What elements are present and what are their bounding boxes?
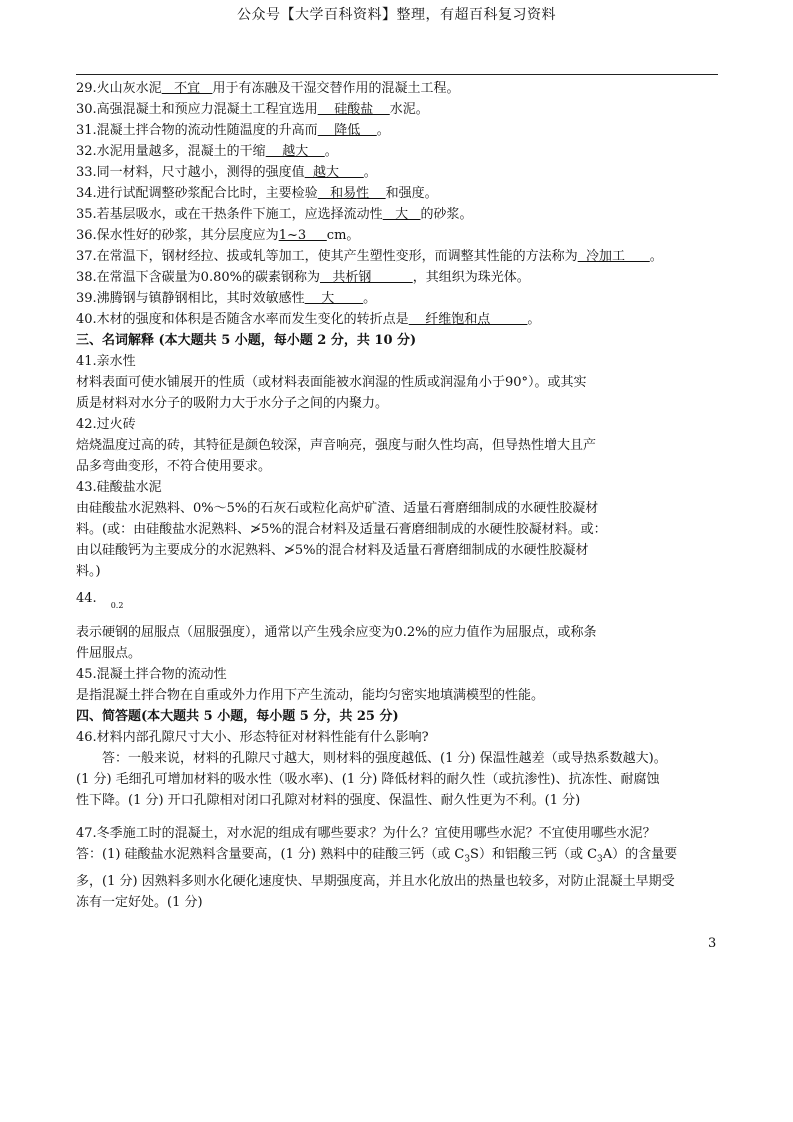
q43-line-3: 由以硅酸钙为主要成分的水泥熟料、≯5%的混合材料及适量石膏磨细制成的水硬性胶凝材 — [76, 543, 589, 558]
fill-text: 37.在常温下，钢材经拉、拔或轧等加工，使其产生塑性变形，而调整其性能的方法称为 — [76, 249, 578, 264]
q44-line-2: 件屈服点。 — [76, 646, 142, 661]
fill-text: 和强度。 — [385, 186, 438, 201]
answer-blank: 和易性 — [317, 186, 386, 201]
q43-line-2: 料。(或：由硅酸盐水泥熟料、≯5%的混合材料及适量石膏磨细制成的水硬性胶凝材料。或： — [76, 522, 607, 537]
answer-blank: 越大 — [265, 144, 325, 159]
fill-text: 的砂浆。 — [420, 207, 473, 222]
fill-item — [76, 162, 726, 183]
fill-text: 29.火山灰水泥 — [76, 81, 162, 96]
fill-text: 32.水泥用量越多，混凝土的干缩 — [76, 144, 266, 159]
q42-title: 42.过火砖 — [76, 417, 136, 432]
q43-line-4: 料。) — [76, 564, 101, 579]
answer-blank: 大 — [382, 207, 421, 222]
q44-title — [76, 588, 726, 616]
fill-item — [76, 141, 726, 162]
fill-in-answers — [76, 78, 726, 330]
q44-number: 44. — [76, 591, 97, 606]
fill-item — [76, 78, 726, 99]
fill-text: ，其组织为珠光体。 — [412, 270, 530, 285]
q42-line-2: 品多弯曲变形，不符合使用要求。 — [76, 459, 272, 474]
q44-line-1: 表示硬钢的屈服点（屈服强度），通常以产生残余应变为0.2%的应力值作为屈服点，或称条 — [76, 625, 597, 640]
page-header: 公众号【大学百科资料】整理，有超百科复习资料 — [237, 7, 556, 23]
q46-title: 46.材料内部孔隙尺寸大小、形态特征对材料性能有什么影响? — [76, 730, 429, 745]
c3-subscript-1: 3 — [464, 854, 471, 865]
section-3-title: 三、名词解释 (本大题共 5 小题，每小题 2 分，共 10 分) — [76, 333, 417, 348]
q43-title: 43.硅酸盐水泥 — [76, 480, 162, 495]
q47-line-1 — [76, 844, 726, 871]
fill-text: 。 — [649, 249, 663, 264]
q47-line-1-part-c: A）的含量要 — [602, 847, 678, 862]
fill-text: 用于有冻融及干湿交替作用的混凝土工程。 — [212, 81, 460, 96]
fill-text: 31.混凝土拌合物的流动性随温度的升高而 — [76, 123, 318, 138]
fill-item — [76, 204, 726, 225]
header-rule — [76, 74, 718, 75]
answer-blank: 纤维饱和点 — [408, 312, 528, 327]
fill-item — [76, 267, 726, 288]
fill-text: 38.在常温下含碳量为0.80%的碳素钢称为 — [76, 270, 320, 285]
fill-text: 36.保水性好的砂浆，其分层度应为 — [76, 228, 279, 243]
answer-blank: 大 — [304, 291, 364, 306]
fill-text: 。 — [376, 123, 390, 138]
q41-line-2: 质是材料对水分子的吸附力大于水分子之间的内聚力。 — [76, 396, 389, 411]
fill-text: 。 — [363, 165, 377, 180]
fill-text: 。 — [527, 312, 541, 327]
section-4-title: 四、简答题(本大题共 5 小题，每小题 5 分，共 25 分) — [76, 709, 399, 724]
page-number: 3 — [708, 936, 717, 951]
fill-item — [76, 225, 726, 246]
q46-line-3: 性下降。(1 分) 开口孔隙相对闭口孔隙对材料的强度、保温性、耐久性更为不利。(1 分) — [76, 793, 581, 808]
fill-text: 35.若基层吸水，或在干热条件下施工，应选择流动性 — [76, 207, 383, 222]
q45-title: 45.混凝土拌合物的流动性 — [76, 667, 227, 682]
fill-text: 33.同一材料，尺寸越小，测得的强度值 — [76, 165, 305, 180]
answer-blank: 越大 — [304, 165, 364, 180]
q41-line-1: 材料表面可使水铺展开的性质（或材料表面能被水润湿的性质或润湿角小于90°）。或其实 — [76, 375, 587, 390]
q47-line-2: 多，(1 分) 因熟料多则水化硬化速度快、早期强度高，并且水化放出的热量也较多，对防止混凝土早期受 — [76, 873, 675, 889]
fill-text: cm。 — [326, 228, 360, 243]
answer-blank: 1~3 — [278, 228, 327, 243]
answer-blank: 硅酸盐 — [317, 102, 390, 117]
fill-text: 39.沸腾钢与镇静钢相比，其时效敏感性 — [76, 291, 305, 306]
document-body — [76, 78, 726, 913]
answer-blank: 降低 — [317, 123, 377, 138]
q45-line-1: 是指混凝土拌合物在自重或外力作用下产生流动，能均匀密实地填满模型的性能。 — [76, 688, 545, 703]
q46-line-2: (1 分) 毛细孔可增加材料的吸水性（吸水率)、(1 分) 降低材料的耐久性（或抗渗性)、抗冻性、耐腐蚀 — [76, 772, 660, 787]
q43-line-1: 由硅酸盐水泥熟料、0%～5%的石灰石或粒化高炉矿渣、适量石膏磨细制成的水硬性胶凝材 — [76, 501, 599, 516]
answer-blank: 共析钢 — [319, 270, 413, 285]
c3-subscript-2: 3 — [597, 854, 603, 865]
fill-text: 。 — [363, 291, 377, 306]
q47-line-3: 冻有一定好处。(1 分) — [76, 894, 203, 910]
q42-line-1: 焙烧温度过高的砖，其特征是颜色较深，声音响亮，强度与耐久性均高，但导热性增大且产 — [76, 438, 597, 453]
answer-blank: 冷加工 — [577, 249, 650, 264]
fill-text: 40.木材的强度和体积是否随含水率而发生变化的转折点是 — [76, 312, 409, 327]
answer-blank: 不宜 — [161, 81, 213, 96]
fill-item — [76, 99, 726, 120]
fill-item — [76, 120, 726, 141]
fill-text: 水泥。 — [389, 102, 429, 117]
q41-title: 41.亲水性 — [76, 354, 136, 369]
q44-subscript: 0.2 — [110, 601, 124, 610]
q47-title: 47.冬季施工时的混凝土，对水泥的组成有哪些要求？为什么？宜使用哪些水泥？不宜使用哪些水泥？ — [76, 826, 656, 841]
fill-text: 34.进行试配调整砂浆配合比时，主要检验 — [76, 186, 318, 201]
q46-line-1: 答：一般来说，材料的孔隙尺寸越大，则材料的强度越低、(1 分) 保温性越差（或导热系数越大)。 — [102, 751, 667, 766]
fill-item — [76, 309, 726, 330]
q47-line-1-part-b: S）和铝酸三钙（或 C — [470, 847, 598, 862]
fill-item — [76, 288, 726, 309]
fill-item — [76, 246, 726, 267]
fill-text: 30.高强混凝土和预应力混凝土工程宜选用 — [76, 102, 318, 117]
fill-text: 。 — [324, 144, 338, 159]
fill-item — [76, 183, 726, 204]
q47-line-1-part-a: 答：(1) 硅酸盐水泥熟料含量要高，(1 分) 熟料中的硅酸三钙（或 C — [76, 847, 465, 862]
